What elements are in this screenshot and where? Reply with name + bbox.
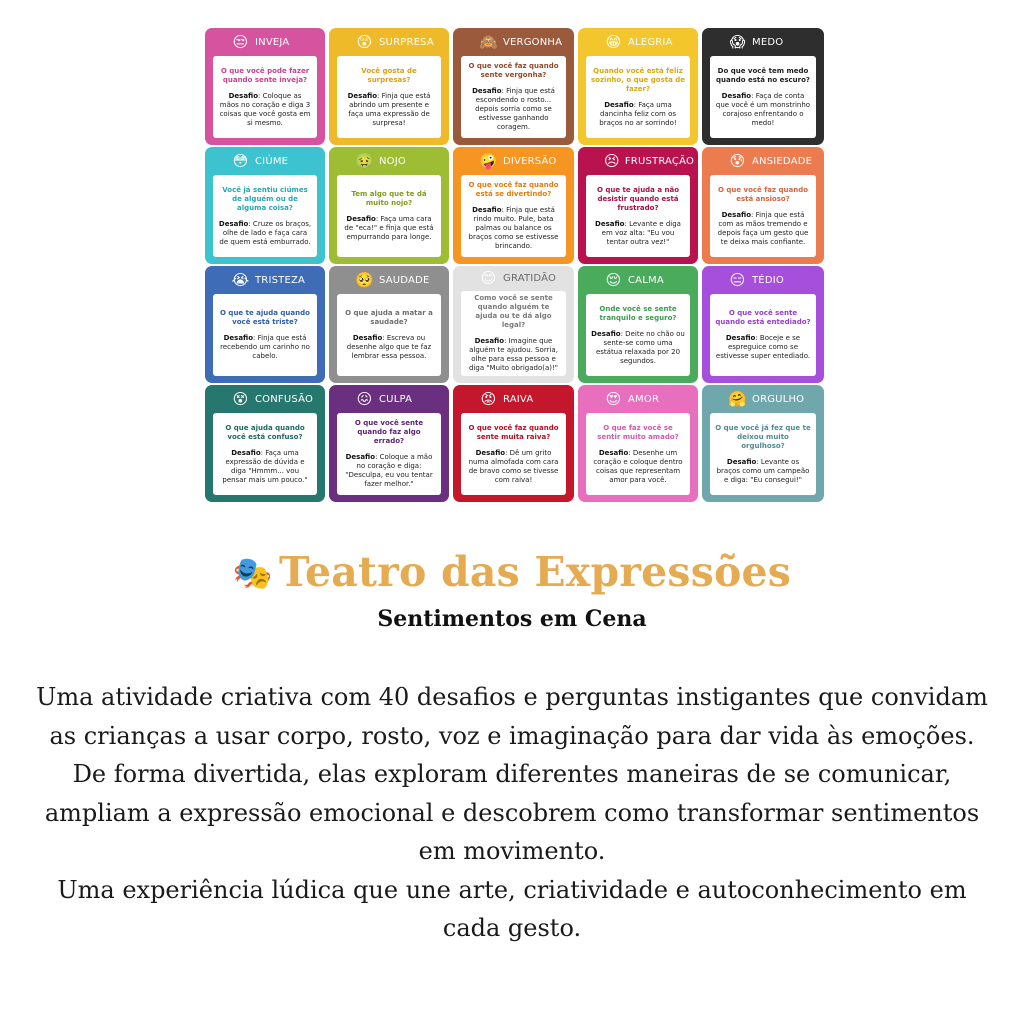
card-challenge [342, 453, 436, 489]
challenge-label: Desafio [218, 219, 249, 228]
card-label: ORGULHO [752, 393, 805, 405]
challenge-label: Desafio [346, 215, 376, 223]
gratidao-emoji-icon: 😊 [480, 269, 497, 287]
card-body [337, 56, 441, 138]
card-body [461, 56, 566, 138]
card-body [710, 294, 816, 376]
description-paragraph: De forma divertida, elas exploram diferentes maneiras de se comunicar, ampliam a expressão emocional e descobrem como transformar sentimentos em movimento. [44, 760, 980, 865]
emotion-card-tristeza [205, 266, 325, 383]
challenge-label: Desafio [472, 206, 502, 214]
challenge-text: : Desenhe um coração e coloque dentro coisas que representam amor para você. [593, 448, 683, 484]
card-challenge [342, 215, 436, 242]
challenge-text: : Deite no chão ou sente-se como uma estátua relaxada por 20 segundos. [595, 329, 685, 365]
challenge-text: : Finja que está escondendo o rosto... depois sorria como se estivesse ganhando coragem. [475, 87, 555, 131]
card-question: O que te ajuda quando você está triste? [220, 309, 310, 326]
card-body [710, 413, 816, 495]
challenge-label: Desafio [352, 334, 383, 342]
card-question: Quando você está feliz sozinho, o que gosta de fazer? [591, 66, 685, 93]
card-challenge [218, 334, 312, 361]
card-body [337, 294, 441, 376]
challenge-label: Desafio [726, 457, 757, 466]
description-paragraph: Uma atividade criativa com 40 desafios e perguntas instigantes que convidam as crianças a usar corpo, rosto, voz e imaginação para dar vida às emoções. [36, 683, 988, 750]
card-label: SAUDADE [379, 274, 430, 286]
emotion-card-orgulho [702, 385, 824, 502]
card-label: CULPA [379, 393, 413, 405]
card-header [461, 266, 566, 291]
card-body [213, 175, 317, 257]
emotion-card-culpa [329, 385, 449, 502]
card-body [461, 413, 566, 495]
card-label: FRUSTRAÇÃO [624, 155, 695, 167]
challenge-label: Desafio [345, 453, 376, 461]
card-challenge [342, 92, 436, 128]
card-header [461, 385, 566, 413]
card-header [337, 147, 441, 175]
card-question: O que você sente quando está entediado? [715, 309, 811, 326]
card-header [710, 385, 816, 413]
challenge-label: Desafio [595, 219, 625, 228]
card-question: Como você se sente quando alguém te ajuda ou te dá algo legal? [474, 294, 553, 329]
card-challenge [218, 220, 312, 247]
card-label: VERGONHA [503, 36, 563, 48]
challenge-text: : Dê um grito numa almofada com cara de bravo como se tivesse com raiva! [468, 448, 559, 484]
card-challenge [466, 337, 561, 373]
card-challenge [466, 206, 561, 251]
card-body [586, 294, 690, 376]
challenge-label: Desafio [231, 448, 261, 457]
card-label: TÉDIO [752, 274, 784, 286]
challenge-label: Desafio [472, 87, 502, 95]
description-paragraph: Uma experiência lúdica que une arte, criatividade e autoconhecimento em cada gesto. [57, 875, 967, 942]
page-subtitle: Sentimentos em Cena [377, 606, 647, 632]
challenge-label: Desafio [228, 91, 259, 100]
ansiedade-emoji-icon: 😰 [729, 151, 746, 170]
challenge-text: : Levante os braços como um campeão e diga: "Eu consegui!" [716, 457, 810, 484]
challenge-label: Desafio [725, 334, 756, 342]
card-challenge [342, 334, 436, 361]
challenge-text: : Imagine que alguém te ajudou. Sorria, olhe para essa pessoa e diga "Muito obrigado(a)!" [468, 337, 559, 372]
card-header [337, 266, 441, 294]
card-label: AMOR [628, 393, 660, 405]
card-label: SURPRESA [379, 36, 434, 48]
card-question: Onde você se sente tranquilo e seguro? [599, 304, 677, 322]
card-challenge [715, 211, 811, 247]
emotion-card-confusao [205, 385, 325, 502]
card-header [213, 266, 317, 294]
card-label: CIÚME [255, 155, 289, 167]
challenge-text: : Coloque a mão no coração e diga: "Desculpa, eu vou tentar fazer melhor." [345, 453, 433, 488]
card-question: Tem algo que te dá muito nojo? [351, 190, 427, 207]
card-header [213, 28, 317, 56]
emotion-card-medo [702, 28, 824, 145]
card-header [710, 147, 816, 175]
emotion-card-tedio [702, 266, 824, 383]
challenge-text: : Finja que está abrindo um presente e faça uma expressão de surpresa! [348, 91, 431, 127]
card-challenge [715, 458, 811, 485]
emotion-card-diversao [453, 147, 574, 264]
challenge-label: Desafio [591, 329, 621, 338]
emotion-card-vergonha [453, 28, 574, 145]
emotion-card-raiva [453, 385, 574, 502]
challenge-label: Desafio [721, 91, 752, 100]
card-label: CALMA [628, 274, 664, 286]
card-challenge [218, 449, 312, 485]
tedio-emoji-icon: 😑 [729, 270, 746, 289]
card-header [461, 147, 566, 175]
card-label: RAIVA [503, 393, 534, 405]
card-challenge [715, 92, 811, 128]
challenge-text: : Finja que está com as mãos tremendo e depois faça um gesto que te deixa mais confiante. [717, 210, 809, 246]
card-body [337, 413, 441, 495]
card-challenge [715, 334, 811, 361]
card-header [213, 147, 317, 175]
emotion-card-inveja [205, 28, 325, 145]
card-body [586, 413, 690, 495]
challenge-text: : Finja que está recebendo um carinho no cabelo. [220, 334, 310, 360]
challenge-text: : Cruze os braços, olhe de lado e faça cara de quem está emburrado. [219, 219, 312, 246]
card-question: O que você faz quando está se divertindo? [468, 181, 559, 198]
challenge-label: Desafio [223, 334, 254, 342]
card-label: TRISTEZA [255, 274, 306, 286]
ciume-emoji-icon: 😳 [232, 151, 249, 170]
orgulho-emoji-icon: 🤗 [728, 389, 747, 408]
card-challenge [218, 92, 312, 128]
challenge-label: Desafio [598, 448, 629, 457]
card-body [337, 175, 441, 257]
card-header [586, 28, 690, 56]
challenge-text: : Coloque as mãos no coração e diga 3 coisas que você gosta em si mesmo. [219, 91, 311, 127]
card-challenge [466, 87, 561, 132]
challenge-text: : Faça uma dancinha feliz com os braços no ar sorrindo! [599, 100, 677, 127]
emotion-card-gratidao [453, 266, 574, 383]
theater-masks-icon: 🎭 [232, 554, 273, 592]
card-body [461, 291, 566, 376]
challenge-text: : Faça de conta que você é um monstrinho corajoso enfrentando o medo! [715, 91, 811, 127]
emotion-card-saudade [329, 266, 449, 383]
alegria-emoji-icon: 😁 [605, 32, 622, 51]
card-question: O que ajuda quando você está confuso? [225, 423, 305, 441]
card-label: NOJO [379, 155, 406, 167]
description [30, 678, 994, 948]
challenge-text: : Escreva ou desenhe algo que te faz lembrar essa pessoa. [346, 334, 432, 360]
card-header [586, 147, 695, 175]
amor-emoji-icon: 😍 [605, 389, 622, 408]
card-challenge [591, 220, 685, 247]
card-challenge [591, 101, 685, 128]
card-body [461, 175, 566, 257]
confusao-emoji-icon: 😵 [232, 389, 249, 408]
card-challenge [591, 449, 685, 485]
card-body [213, 56, 317, 138]
card-body [586, 56, 690, 138]
card-header [586, 266, 690, 294]
card-header [710, 266, 816, 294]
card-header [337, 28, 441, 56]
card-label: MEDO [752, 36, 784, 48]
emotion-card-frustracao [578, 147, 698, 264]
vergonha-emoji-icon: 🙈 [479, 32, 498, 51]
card-label: INVEJA [255, 36, 290, 48]
card-label: ALEGRIA [628, 36, 673, 48]
emotion-card-amor [578, 385, 698, 502]
medo-emoji-icon: 😱 [729, 32, 746, 51]
card-question: O que você faz quando sente vergonha? [468, 62, 559, 79]
challenge-label: Desafio [721, 210, 752, 219]
card-question: O que você sente quando faz algo errado? [354, 419, 424, 445]
card-question: O que você faz quando sente muita raiva? [468, 423, 559, 441]
card-body [710, 56, 816, 138]
card-header [337, 385, 441, 413]
surpresa-emoji-icon: 😲 [356, 32, 373, 51]
saudade-emoji-icon: 🥺 [355, 270, 374, 289]
card-label: ANSIEDADE [752, 155, 813, 167]
challenge-text: : Faça uma expressão de dúvida e diga "Hmmm... vou pensar mais um pouco." [222, 448, 308, 484]
challenge-label: Desafio [475, 448, 506, 457]
card-challenge [466, 449, 561, 485]
nojo-emoji-icon: 🤢 [355, 151, 374, 170]
calma-emoji-icon: 😌 [605, 270, 622, 289]
card-question: Você já sentiu ciúmes de alguém ou de alguma coisa? [222, 185, 308, 212]
card-header [213, 385, 317, 413]
challenge-label: Desafio [347, 91, 378, 100]
inveja-emoji-icon: 😒 [232, 32, 249, 51]
title-text: Teatro das Expressões [278, 548, 792, 596]
card-body [213, 413, 317, 495]
card-label: DIVERSÃO [503, 155, 557, 167]
card-body [586, 175, 690, 257]
card-label: GRATIDÃO [503, 273, 557, 284]
tristeza-emoji-icon: 😭 [231, 270, 250, 289]
challenge-label: Desafio [604, 100, 634, 109]
challenge-text: : Faça uma cara de "eca!" e finja que está empurrando para longe. [344, 215, 434, 241]
card-header [586, 385, 690, 413]
emotion-card-surpresa [329, 28, 449, 145]
emotion-card-alegria [578, 28, 698, 145]
card-body [213, 294, 317, 376]
card-question: O que faz você se sentir muito amado? [597, 423, 679, 441]
culpa-emoji-icon: 😖 [356, 389, 373, 408]
card-question: O que você faz quando está ansioso? [717, 185, 809, 203]
diversao-emoji-icon: 🤪 [479, 151, 498, 170]
emotion-card-calma [578, 266, 698, 383]
card-question: O que você já fez que te deixou muito orgulhoso? [715, 423, 811, 450]
challenge-text: : Finja que está rindo muito. Pule, bata palmas ou balance os braços como se estivesse brincando. [468, 206, 559, 250]
page-title [0, 548, 1024, 596]
emotion-card-ansiedade [702, 147, 824, 264]
card-question: Do que você tem medo quando está no escuro? [716, 66, 810, 84]
card-body [710, 175, 816, 257]
card-challenge [591, 330, 685, 366]
emotion-cards-grid [205, 28, 824, 504]
challenge-text: : Levante e diga em voz alta: "Eu vou tentar outra vez!" [601, 219, 681, 246]
raiva-emoji-icon: 😡 [480, 389, 497, 408]
card-question: O que ajuda a matar a saudade? [345, 309, 433, 326]
card-question: O que te ajuda a não desistir quando está frustrado? [596, 185, 680, 212]
emotion-card-ciume [205, 147, 325, 264]
card-header [710, 28, 816, 56]
frustracao-emoji-icon: 😣 [604, 151, 620, 170]
card-question: Você gosta de surpresas? [361, 66, 417, 84]
card-header [461, 28, 566, 56]
emotion-card-nojo [329, 147, 449, 264]
challenge-label: Desafio [474, 337, 505, 345]
card-label: CONFUSÃO [255, 393, 314, 405]
card-question: O que você pode fazer quando sente inveja? [220, 66, 310, 84]
challenge-text: : Boceje e se espreguice como se estivesse super entediado. [715, 334, 811, 360]
